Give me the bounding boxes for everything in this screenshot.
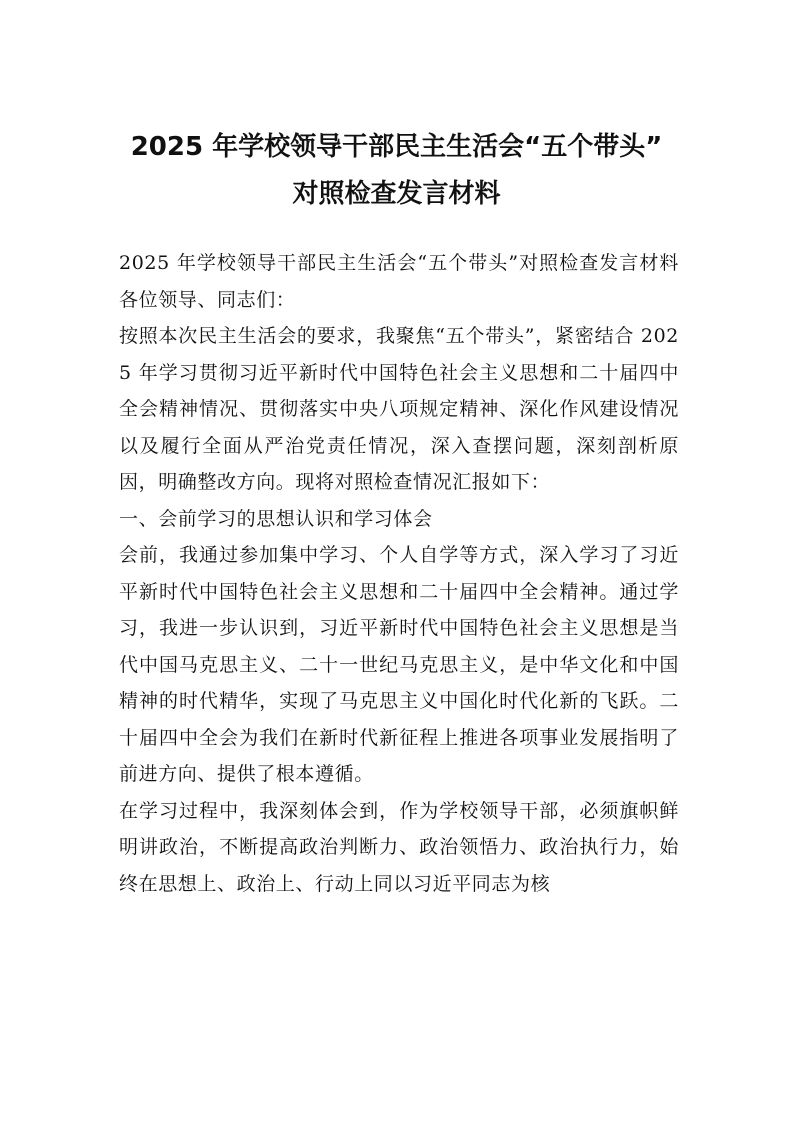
paragraph-introduction: 按照本次民主生活会的要求，我聚焦“五个带头”，紧密结合 2025 年学习贯彻习近平新时代中国特色社会主义思想和二十届四中全会精神情况、贯彻落实中央八项规定精神、深化作风建设情况以及履行全面从严治党责任情况，深入查摆问题，深刻剖析原因，明确整改方向。现将对照检查情况汇报如下： bbox=[119, 325, 679, 493]
paragraph-reflection: 在学习过程中，我深刻体会到，作为学校领导干部，必须旗帜鲜明讲政治，不断提高政治判断力、政治领悟力、政治执行力，始终在思想上、政治上、行动上同以习近平同志为核 bbox=[119, 799, 679, 895]
document-title-line-2: 对照检查发言材料 bbox=[292, 179, 501, 209]
section-heading-1: 一、会前学习的思想认识和学习体会 bbox=[119, 507, 433, 530]
document-title-line-1: 2025 年学校领导干部民主生活会“五个带头” bbox=[130, 132, 663, 162]
document-body bbox=[119, 245, 679, 902]
paragraph-study: 会前，我通过参加集中学习、个人自学等方式，深入学习了习近平新时代中国特色社会主义思想和二十届四中全会精神。通过学习，我进一步认识到，习近平新时代中国特色社会主义思想是当代中国马克思主义、二十一世纪马克思主义，是中华文化和中国精神的时代精华，实现了马克思主义中国化时代化新的飞跃。二十届四中全会为我们在新时代新征程上推进各项事业发展指明了前进方向、提供了根本遵循。 bbox=[119, 544, 679, 785]
paragraph-opening: 2025 年学校领导干部民主生活会“五个带头”对照检查发言材料各位领导、同志们： bbox=[119, 252, 679, 311]
